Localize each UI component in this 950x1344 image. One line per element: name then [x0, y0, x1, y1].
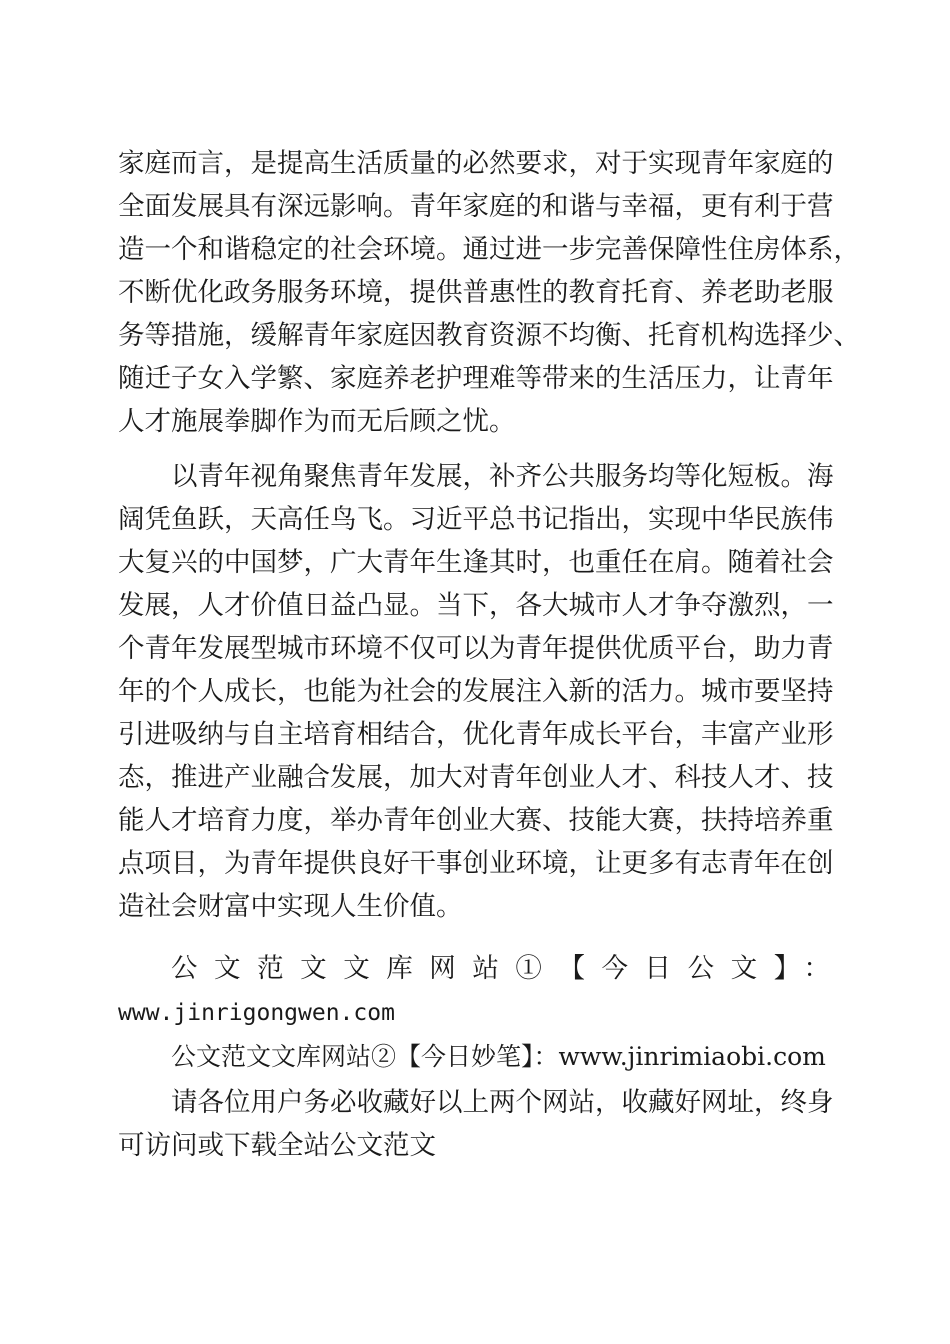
paragraph-2-line: 发展，人才价值日益凸显。当下，各大城市人才争夺激烈，一 [118, 590, 834, 621]
paragraph-2-line: 态，推进产业融合发展，加大对青年创业人才、科技人才、技 [118, 762, 834, 793]
paragraph-2-line: 引进吸纳与自主培育相结合，优化青年成长平台，丰富产业形 [118, 719, 834, 750]
paragraph-1-line: 造一个和谐稳定的社会环境。通过进一步完善保障性住房体系， [118, 234, 860, 265]
paragraph-2-line: 以青年视角聚焦青年发展，补齐公共服务均等化短板。海 [171, 461, 834, 492]
notice-line: 可访问或下载全站公文范文 [118, 1130, 436, 1161]
paragraph-1-line: 随迁子女入学繁、家庭养老护理难等带来的生活压力，让青年 [118, 363, 834, 394]
paragraph-1-line: 全面发展具有深远影响。青年家庭的和谐与幸福，更有利于营 [118, 191, 834, 222]
paragraph-1-line: 不断优化政务服务环境，提供普惠性的教育托育、养老助老服 [118, 277, 834, 308]
site-1-url[interactable]: www.jinrigongwen.com [118, 1000, 395, 1026]
site-1-label: 公文范文文库网站①【今日公文】： [171, 953, 830, 984]
paragraph-1-line: 人才施展拳脚作为而无后顾之忧。 [118, 406, 516, 437]
paragraph-2-line: 年的个人成长，也能为社会的发展注入新的活力。城市要坚持 [118, 676, 834, 707]
paragraph-2-line: 阔凭鱼跃，天高任鸟飞。习近平总书记指出，实现中华民族伟 [118, 504, 834, 535]
site-2-line[interactable]: 公文范文文库网站②【今日妙笔】：www.jinrimiaobi.com [171, 1042, 826, 1071]
paragraph-2-line: 能人才培育力度，举办青年创业大赛、技能大赛，扶持培养重 [118, 805, 834, 836]
paragraph-2-line: 点项目，为青年提供良好干事创业环境，让更多有志青年在创 [118, 848, 834, 879]
paragraph-1-line: 务等措施，缓解青年家庭因教育资源不均衡、托育机构选择少、 [118, 320, 860, 351]
paragraph-2-line: 个青年发展型城市环境不仅可以为青年提供优质平台，助力青 [118, 633, 834, 664]
paragraph-2-line: 造社会财富中实现人生价值。 [118, 891, 463, 922]
paragraph-2-line: 大复兴的中国梦，广大青年生逢其时，也重任在肩。随着社会 [118, 547, 834, 578]
notice-line: 请各位用户务必收藏好以上两个网站，收藏好网址，终身 [171, 1087, 834, 1118]
paragraph-1-line: 家庭而言，是提高生活质量的必然要求，对于实现青年家庭的 [118, 148, 834, 179]
